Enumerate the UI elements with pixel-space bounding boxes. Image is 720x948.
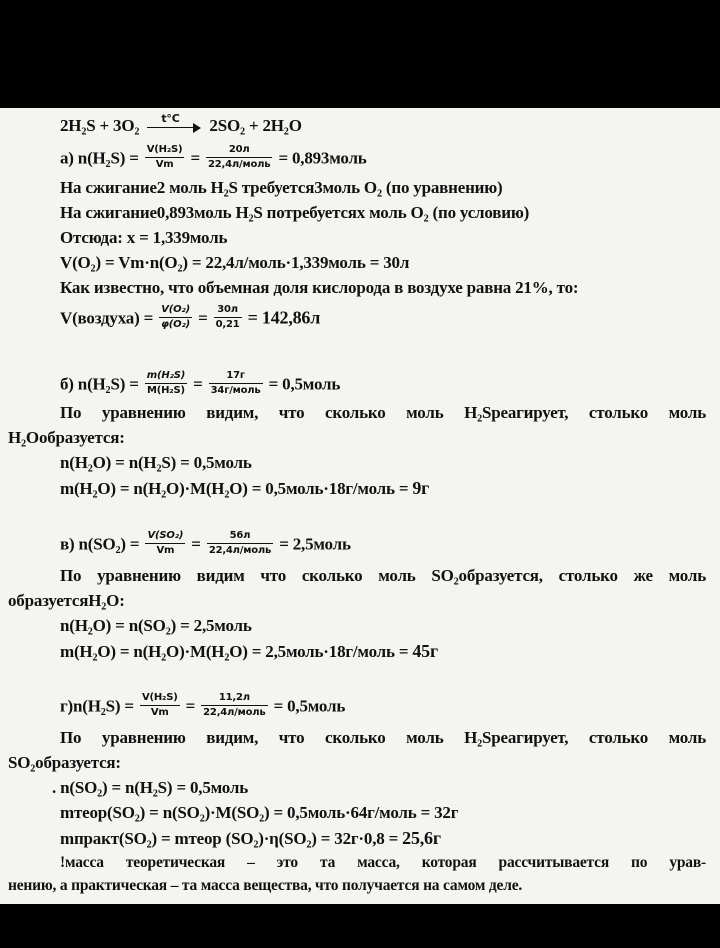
fraction: $\frac{\text{m(H₂S)}}{\text{M(H₂S)}}$ xyxy=(146,370,186,396)
part-d-line-5: mтеор(SO₂) = n(SO₂)·M(SO₂) = 0,5моль·64г/моль = 32г xyxy=(60,803,459,822)
equation-products: 2SO₂ + 2H₂O xyxy=(209,116,302,135)
fraction: $\frac{\text{V(SO₂)}}{Vm}$ xyxy=(147,530,184,556)
part-a-line-7: V(воздуха) = $\frac{\text{V(O₂)}}{\text{φ(O₂)}}$ = $\frac{30л}{0,21}$ = 142,86л xyxy=(60,304,321,330)
part-b-line-2: По уравнению видим, что сколько моль H₂Sреагирует, столько моль xyxy=(60,403,706,422)
reaction-equation xyxy=(60,112,706,136)
fraction: $\frac{20л}{\text{22,4л/моль}}$ xyxy=(208,144,271,170)
part-a-line-5: V(O₂) = Vm·n(O₂) = 22,4л/моль·1,339моль = 30л xyxy=(60,253,410,272)
part-b-line-4: n(H₂O) = n(H₂S) = 0,5моль xyxy=(60,453,252,472)
reaction-condition: t°C xyxy=(161,112,180,126)
part-c-line-4: n(H₂O) = n(SO₂) = 2,5моль xyxy=(60,616,252,635)
fraction: $\frac{\text{V(H₂S)}}{Vm}$ xyxy=(141,692,178,718)
part-b-line-5: m(H₂O) = n(H₂O)·M(H₂O) = 0,5моль·18г/моль = 9г xyxy=(60,478,430,498)
fraction: $\frac{17г}{\text{34г/моль}}$ xyxy=(210,370,261,396)
part-d-line-7: !масса теоретическая – это та масса, которая рассчитывается по урав- xyxy=(60,854,706,871)
part-a-line-4: Отсюда: x = 1,339моль xyxy=(60,228,228,247)
fraction: $\frac{11,2л}{\text{22,4л/моль}}$ xyxy=(203,692,266,718)
part-d-line-3: SO₂образуется: xyxy=(8,753,121,772)
fraction: $\frac{30л}{0,21}$ xyxy=(215,304,240,330)
part-a-line-2: На сжигание2 моль H₂S требуется3моль O₂ (по уравнению) xyxy=(60,178,503,197)
reaction-arrow xyxy=(147,112,201,133)
document-page xyxy=(0,108,720,904)
fraction: $\frac{\text{V(O₂)}}{\text{φ(O₂)}}$ xyxy=(161,304,191,330)
part-d-line-8: нению, а практическая – та масса вещества, что получается на самом деле. xyxy=(8,877,523,894)
part-c-line-1: в) n(SO₂) = $\frac{\text{V(SO₂)}}{Vm}$ = $\frac{56л}{\text{22,4л/моль}}$ = 2,5моль xyxy=(60,530,351,556)
part-d-line-4: . n(SO₂) = n(H₂S) = 0,5моль xyxy=(52,778,248,797)
part-a-line-6: Как известно, что объемная доля кислорода в воздухе равна 21%, то: xyxy=(60,278,579,297)
equation-reactants: 2H₂S + 3O₂ xyxy=(60,116,140,135)
part-a-line-1: а) n(H₂S) = $\frac{\text{V(H₂S)}}{Vm}$ = $\frac{20л}{\text{22,4л/моль}}$ = 0,893моль xyxy=(60,144,367,170)
fraction: $\frac{\text{V(H₂S)}}{Vm}$ xyxy=(146,144,183,170)
part-a-line-3: На сжигание0,893моль H₂S потребуетсях моль O₂ (по условию) xyxy=(60,203,530,222)
part-b-line-3: H₂Oобразуется: xyxy=(8,428,125,447)
part-b-line-1: б) n(H₂S) = $\frac{\text{m(H₂S)}}{\text{M(H₂S)}}$ = $\frac{17г}{\text{34г/моль}}$ = 0,5моль xyxy=(60,370,341,396)
part-c-line-5: m(H₂O) = n(H₂O)·M(H₂O) = 2,5моль·18г/моль = 45г xyxy=(60,641,438,661)
part-c-line-3: образуетсяH₂O: xyxy=(8,591,125,610)
fraction: $\frac{56л}{\text{22,4л/моль}}$ xyxy=(208,530,272,556)
part-d-line-1: г)n(H₂S) = $\frac{\text{V(H₂S)}}{Vm}$ = $\frac{11,2л}{\text{22,4л/моль}}$ = 0,5моль xyxy=(60,692,346,718)
part-d-line-2: По уравнению видим, что сколько моль H₂Sреагирует, столько моль xyxy=(60,728,706,747)
part-d-line-6: mпракт(SO₂) = mтеор (SO₂)·η(SO₂) = 32г·0,8 = 25,6г xyxy=(60,828,441,848)
part-c-line-2: По уравнению видим что сколько моль SO₂образуется, столько же моль xyxy=(60,566,706,585)
